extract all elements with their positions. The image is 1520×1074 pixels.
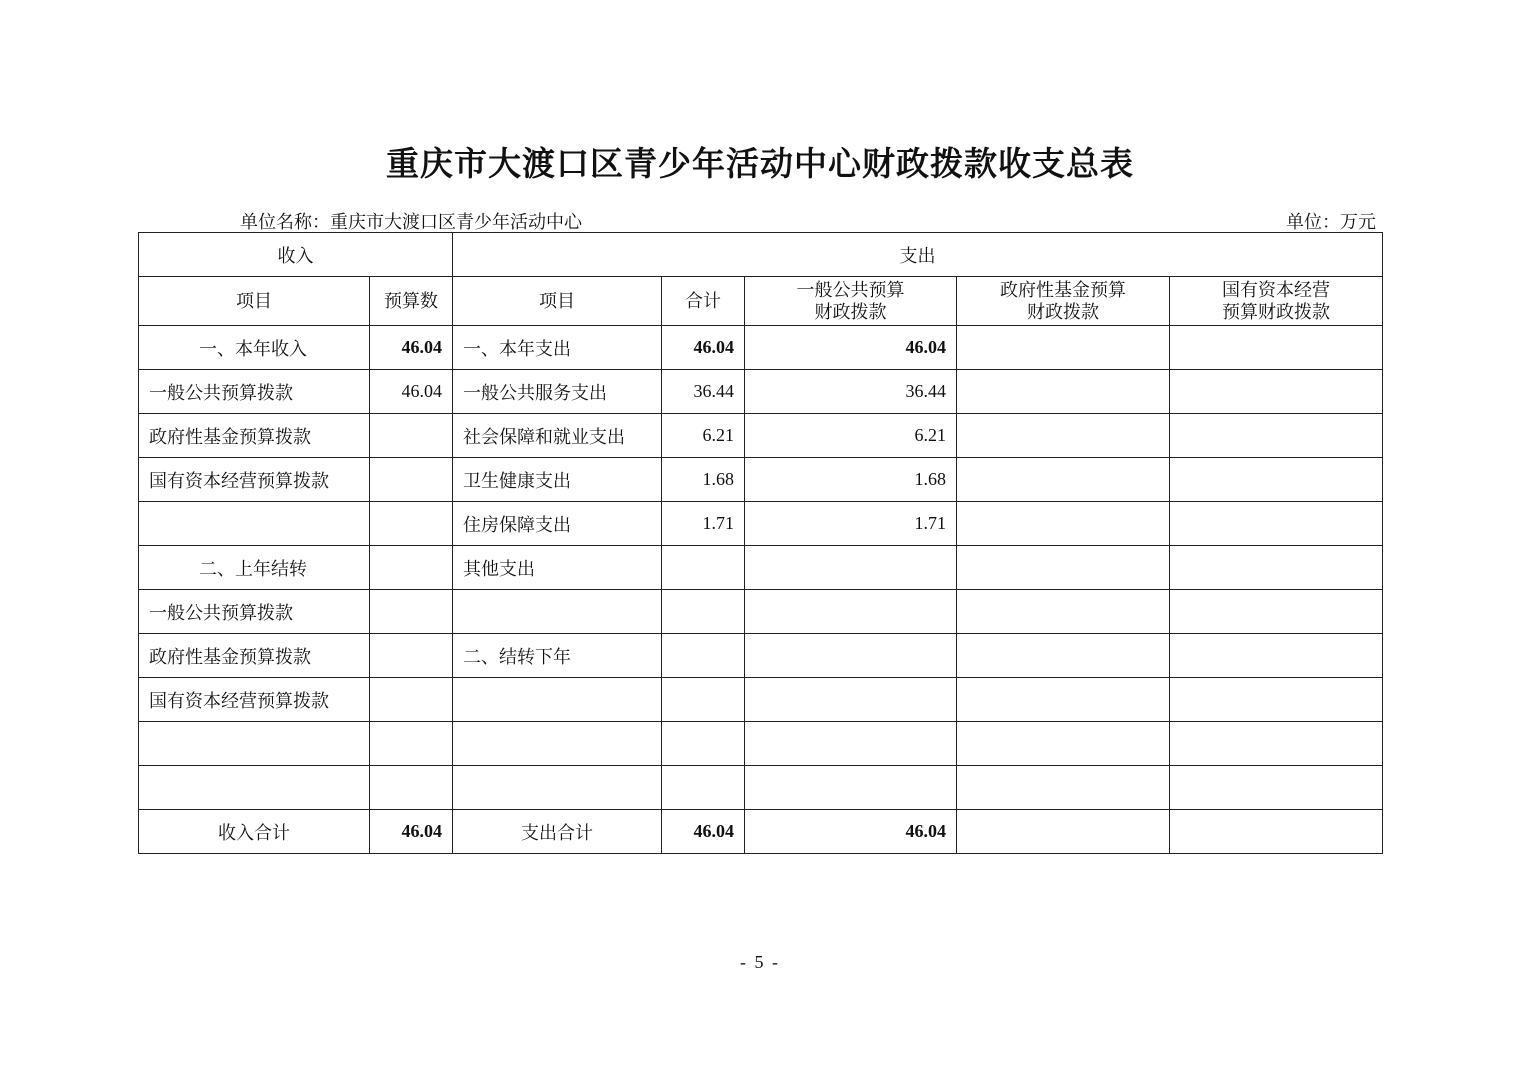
expense-total	[662, 678, 745, 722]
expense-total	[662, 722, 745, 766]
expense-item: 卫生健康支出	[453, 458, 662, 502]
expense-item	[453, 678, 662, 722]
col-state	[1170, 277, 1383, 326]
expense-item: 一般公共服务支出	[453, 370, 662, 414]
expense-state	[1170, 502, 1383, 546]
income-item: 一般公共预算拨款	[139, 590, 370, 634]
expense-total-amount: 46.04	[662, 810, 745, 854]
expense-item: 社会保障和就业支出	[453, 414, 662, 458]
expense-state	[1170, 634, 1383, 678]
expense-state	[1170, 722, 1383, 766]
unit-label: 单位：万元	[1286, 212, 1376, 232]
expense-total-state	[1170, 810, 1383, 854]
col-general-line2: 财政拨款	[814, 302, 887, 322]
table-row	[139, 458, 1383, 502]
col-item-expense: 项目	[453, 277, 662, 326]
expense-fund	[957, 722, 1170, 766]
expense-general	[745, 546, 957, 590]
expense-state	[1170, 678, 1383, 722]
expense-state	[1170, 766, 1383, 810]
expense-state	[1170, 546, 1383, 590]
expense-header: 支出	[453, 233, 1383, 277]
expense-general: 1.68	[745, 458, 957, 502]
table-row	[139, 634, 1383, 678]
income-item: 政府性基金预算拨款	[139, 414, 370, 458]
income-total-label: 收入合计	[139, 810, 370, 854]
expense-total	[662, 634, 745, 678]
table-row	[139, 370, 1383, 414]
expense-general	[745, 634, 957, 678]
col-general-line1: 一般公共预算	[796, 280, 905, 300]
expense-fund	[957, 414, 1170, 458]
expense-item: 住房保障支出	[453, 502, 662, 546]
table-row	[139, 546, 1383, 590]
income-item: 国有资本经营预算拨款	[139, 678, 370, 722]
col-fund	[957, 277, 1170, 326]
income-item: 二、上年结转	[139, 546, 370, 590]
income-item: 政府性基金预算拨款	[139, 634, 370, 678]
expense-state	[1170, 414, 1383, 458]
income-amount	[370, 414, 453, 458]
page-title: 重庆市大渡口区青少年活动中心财政拨款收支总表	[386, 147, 1134, 183]
table-header-row	[139, 233, 1383, 277]
expense-state	[1170, 590, 1383, 634]
expense-state	[1170, 370, 1383, 414]
income-item	[139, 722, 370, 766]
table-row	[139, 590, 1383, 634]
expense-general	[745, 678, 957, 722]
income-item: 国有资本经营预算拨款	[139, 458, 370, 502]
expense-item	[453, 590, 662, 634]
expense-general	[745, 722, 957, 766]
expense-item	[453, 722, 662, 766]
col-budget: 预算数	[370, 277, 453, 326]
expense-general	[745, 590, 957, 634]
expense-fund	[957, 678, 1170, 722]
expense-total-general: 46.04	[745, 810, 957, 854]
page-number: - 5 -	[740, 952, 780, 972]
col-state-line2: 预算财政拨款	[1222, 302, 1331, 322]
income-amount: 46.04	[370, 370, 453, 414]
expense-fund	[957, 370, 1170, 414]
unit-name: 单位名称：重庆市大渡口区青少年活动中心	[240, 212, 582, 232]
table-row	[139, 766, 1383, 810]
expense-general: 1.71	[745, 502, 957, 546]
expense-general	[745, 766, 957, 810]
income-amount	[370, 546, 453, 590]
col-total: 合计	[662, 277, 745, 326]
expense-total-fund	[957, 810, 1170, 854]
income-amount	[370, 678, 453, 722]
income-item	[139, 766, 370, 810]
table-row	[139, 678, 1383, 722]
totals-row	[139, 810, 1383, 854]
budget-table	[138, 232, 1383, 854]
income-item	[139, 502, 370, 546]
col-item: 项目	[139, 277, 370, 326]
col-state-line1: 国有资本经营	[1222, 280, 1331, 300]
expense-state	[1170, 458, 1383, 502]
expense-fund	[957, 326, 1170, 370]
income-item: 一般公共预算拨款	[139, 370, 370, 414]
expense-fund	[957, 546, 1170, 590]
income-item: 一、本年收入	[139, 326, 370, 370]
expense-total-label: 支出合计	[453, 810, 662, 854]
table-subheader-row	[139, 277, 1383, 326]
expense-total	[662, 766, 745, 810]
expense-state	[1170, 326, 1383, 370]
expense-general: 6.21	[745, 414, 957, 458]
income-amount	[370, 502, 453, 546]
expense-fund	[957, 590, 1170, 634]
income-amount	[370, 766, 453, 810]
expense-fund	[957, 634, 1170, 678]
expense-total: 46.04	[662, 326, 745, 370]
expense-fund	[957, 502, 1170, 546]
income-amount	[370, 590, 453, 634]
income-header: 收入	[139, 233, 453, 277]
income-amount: 46.04	[370, 326, 453, 370]
expense-general: 46.04	[745, 326, 957, 370]
table-row	[139, 502, 1383, 546]
expense-total: 6.21	[662, 414, 745, 458]
expense-total	[662, 546, 745, 590]
expense-item: 其他支出	[453, 546, 662, 590]
col-fund-line2: 财政拨款	[1027, 302, 1099, 322]
expense-item: 一、本年支出	[453, 326, 662, 370]
col-general	[745, 277, 957, 326]
income-amount	[370, 634, 453, 678]
table-row	[139, 414, 1383, 458]
table-row	[139, 722, 1383, 766]
table-row	[139, 326, 1383, 370]
expense-item: 二、结转下年	[453, 634, 662, 678]
expense-item	[453, 766, 662, 810]
expense-total	[662, 590, 745, 634]
expense-total: 1.68	[662, 458, 745, 502]
expense-general: 36.44	[745, 370, 957, 414]
expense-total: 1.71	[662, 502, 745, 546]
income-amount	[370, 722, 453, 766]
income-total-amount: 46.04	[370, 810, 453, 854]
income-amount	[370, 458, 453, 502]
expense-total: 36.44	[662, 370, 745, 414]
expense-fund	[957, 458, 1170, 502]
expense-fund	[957, 766, 1170, 810]
col-fund-line1: 政府性基金预算	[1000, 280, 1126, 300]
